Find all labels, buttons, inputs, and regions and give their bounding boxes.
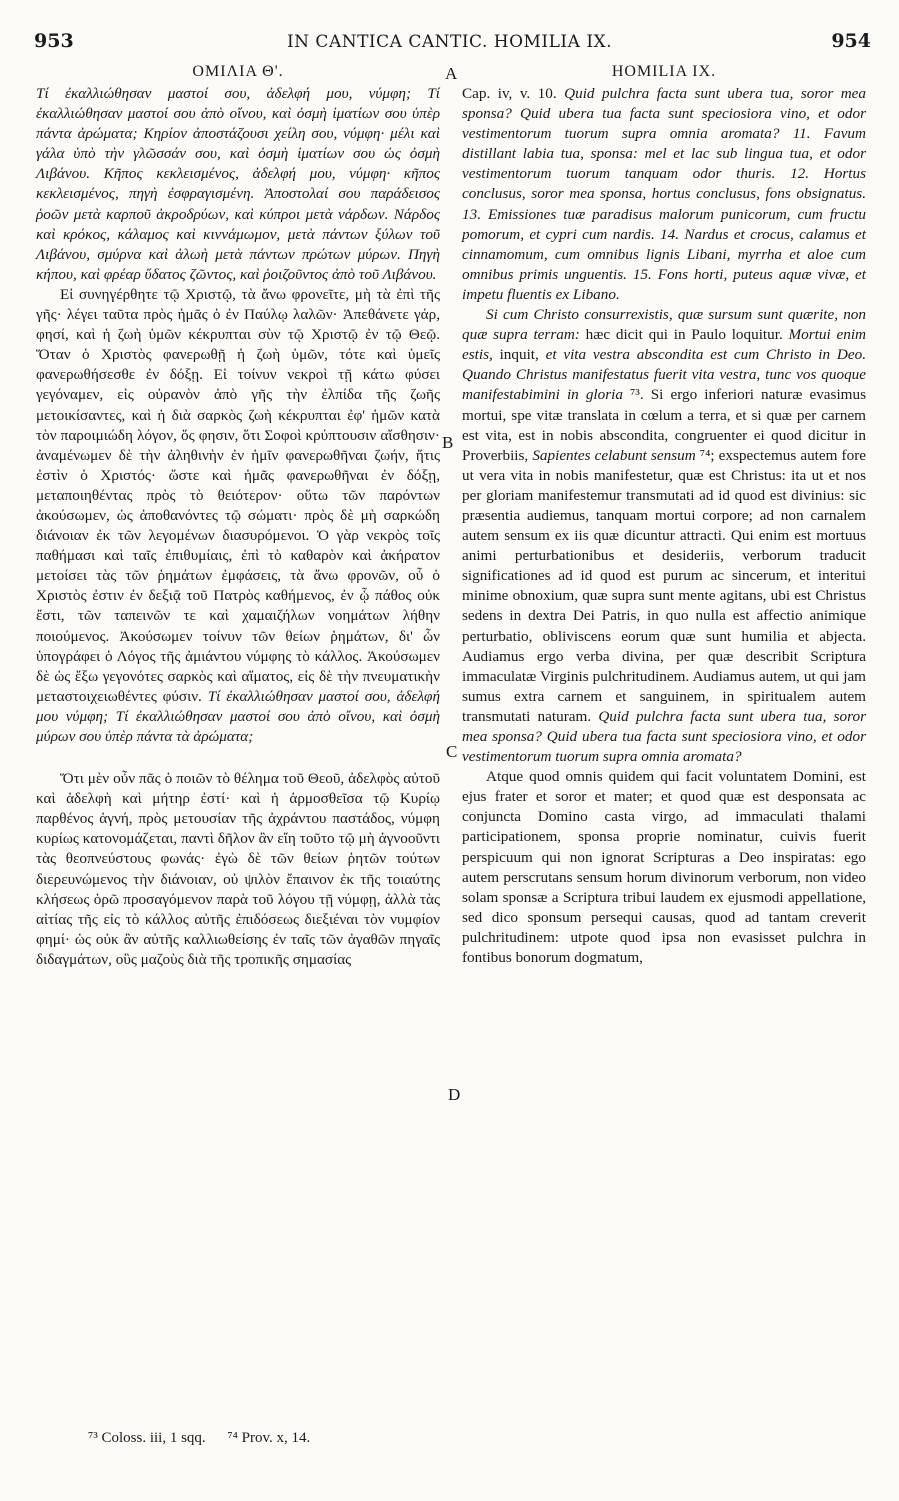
greek-paragraph-1-verse: Τί ἐκαλλιώθησαν μαστοί σου, ἀδελφή μου νύμφη; Τί ἐκαλλιώθησαν μαστοί σου ἀπὸ οἴνου, καὶ ὀσμὴ μύρων σου ὑπὲρ πάντα τὰ ἀρώματα; (36, 687, 440, 745)
page-number-right: 954 (831, 30, 871, 52)
greek-paragraph-2: Ὅτι μὲν οὖν πᾶς ὁ ποιῶν τὸ θέλημα τοῦ Θεοῦ, ἀδελφὸς αὐτοῦ καὶ ἀδελφὴ καὶ μήτηρ ἐστί· καὶ ἡ ἁρμοσθεῖσα τῷ Κυρίῳ παρθένος ἁγνή, πρὸς μετουσίαν τῆς ἀχράντου παστάδος, νύμφη κυρίως κατονομάζεται, παντὶ δῆλον ἂν εἴη τοῦτο τῷ μὴ ἀγνοοῦντι τὰς θεοπνεύστους φωνάς· ἐγὼ δὲ τῶν θείων ῥητῶν τούτων διερευνώμενος τὴν διάνοιαν, οὐ ψιλὸν ἔπαινον ἐκ τῆς τοιαύτης κλήσεως ὁρῶ προσαγόμενον παρὰ τοῦ λόγου τῇ νύμφῃ, ἀλλὰ τὰς αἰτίας τῆς εἰς τὸ κάλλος αὐτῆς ἐπιδόσεως διεξιέναι τὸν νυμφίον φημί· ὡς οὐκ ἂν αὐτῆς καλλιωθείσης ἐν ταῖς τῶν ἀγαθῶν πηγαῖς διδαγμάτων, οὓς μαζοὺς διὰ τῆς τροπικῆς σημασίας (36, 770, 440, 968)
footnotes (88, 1430, 328, 1447)
latin-quote-1: Si cum Christo consurrexistis, quæ sursum sunt quærite, non quæ supra terram: (462, 306, 866, 344)
margin-marker-d: D (448, 1085, 461, 1104)
margin-marker-b: B (442, 433, 454, 452)
latin-paragraph-1-verse: Quid pulchra facta sunt ubera tua, soror mea sponsa? Quid ubera tua facta sunt speciosiora vino, et odor vestimentorum tuorum supra omnia aromata? (462, 707, 866, 766)
latin-quote-3: et vita vestra abscondita est cum Christo in Deo. Quando Christus manifestatus fuerit vita vestra, tunc vos quoque manifestabimini in gloria (462, 346, 866, 404)
latin-paragraph-2: Atque quod omnis quidem qui facit voluntatem Domini, est ejus frater et soror et mater; et quod quæ est desponsata ac conjuncta Domino casta virgo, ad immaculati thalami participationem, sponsa proprie nominatur, cuivis fuerit perspicuum qui non ignorat Scripturas a Deo inspiratas: ego autem perscrutans sensum horum divinorum verborum, non video solam sponsæ a Scriptura tribui laudem ex ejusmodi appellatione, sed dico sponsum persequi causas, quod ad tantam creverit pulchritudinem: utpote quod ipsa non evasisset pulchra in fontibus bonorum dogmatum, (462, 768, 866, 967)
greek-column (36, 62, 440, 970)
latin-text-4: ⁷⁴; exspectemus autem fore ut vera vita in nobis manifestetur, quæ est Christus: ita ut et nos per gloriam manifestemur transmutati ad id quod est divinius: sic præsentia audiemus, tanquam mortui corpore; ad non carnalem autem sensum ex iis quæ dicuntur attracti. Qui enim est mortuus animi perturbationibus et desideriis, verborum traducit significationes ad id quod est purum ac sincerum, et interitui minime obnoxium, quæ supra sunt mente agitans, ubi est Christus sedens in dextra Dei Patris, in quo nulla est affectio animique perturbatio, obliviscens eorum quæ sunt humilia et abjecta. Audiamus ergo verba divina, per quæ describit Scriptura immaculatæ Virginis pulchritudinem. Audiamus autem, ut qui jam sumus extra carnem et sanguinem, in spiritualem autem transmutati naturam. (462, 446, 866, 725)
greek-verse: Τί ἐκαλλιώθησαν μαστοί σου, ἀδελφή μου, νύμφη; Τί ἐκαλλιώθησαν μαστοί σου ἀπὸ οἴνου, καὶ ὀσμὴ ἱματίων σου ὑπὲρ πάντα ἀρώματα; Κηρίον ἀποστάζουσι χείλη σου, νύμφη· μέλι καὶ γάλα ὑπὸ τὴν γλῶσσάν σου, καὶ ὀσμὴ ἱματίων σου ὡς ὀσμὴ Λιβάνου. Κῆπος κεκλεισμένος, ἀδελφή μου, νύμφη· κῆπος κεκλεισμένος, πηγὴ ἐσφραγισμένη. Ἀποστολαί σου παράδεισος ῥοῶν μετὰ καρποῦ ἀκροδρύων, καὶ κύπροι μετὰ νάρδων. Νάρδος καὶ κρόκος, κάλαμος καὶ κιννάμωμον, μετὰ πάντων ξύλων τοῦ Λιβάνου, σμύρνα καὶ ἀλωὴ μετὰ πάντων πρώτων μύρων. Πηγὴ κήπου, καὶ φρέαρ ὕδατος ζῶντος, καὶ ῥοιζοῦντος ἀπὸ τοῦ Λιβάνου. (36, 85, 440, 283)
latin-quote-4: Sapientes celabunt sensum (532, 446, 696, 464)
latin-chapter-ref: Cap. iv, v. 10. (462, 85, 557, 102)
margin-marker-c: C (446, 742, 458, 761)
latin-verse-block (462, 84, 866, 305)
latin-quote-2: Mortui enim estis, (462, 326, 867, 364)
margin-marker-a: A (445, 64, 458, 83)
footnote-73: ⁷³ Coloss. iii, 1 sqq. (88, 1430, 206, 1446)
latin-text-1: hæc dicit qui in Paulo loquitur. (579, 326, 789, 344)
latin-column (462, 62, 866, 968)
running-title: IN CANTICA CANTIC. HOMILIA IX. (286, 32, 613, 52)
latin-homily-title: HOMILIA IX. (611, 63, 717, 80)
greek-paragraph-1 (36, 285, 440, 747)
latin-paragraph-1 (462, 305, 866, 767)
page-number-left: 953 (34, 30, 74, 52)
latin-verse: Quid pulchra facta sunt ubera tua, soror mea sponsa? Quid ubera tua facta sunt speciosiora vino, et odor vestimentorum tuorum supra omnia aromata? 11. Favum distillant labia tua, sponsa: mel et lac sub lingua tua, et odor vestimentorum tuorum tanquam odor thuris. 12. Hortus conclusus, soror mea sponsa, hortus conclusus, fons obsignatus. 13. Emissiones tuæ paradisus malorum punicorum, cum fructu pomorum, et cypri cum nardis. 14. Nardus et crocus, calamus et cinnamomum, cum omnibus lignis Libani, myrrha et aloe cum omnibus primis unguentis. 15. Fons horti, puteus aquæ vivæ, et impetu fluentis ex Libano. (462, 85, 866, 303)
greek-homily-title: ΟΜΙΛΙΑ Θ'. (192, 63, 284, 80)
footnote-74: ⁷⁴ Prov. x, 14. (227, 1430, 311, 1446)
latin-text-3: ⁷³. Si ergo inferiori naturæ evasimus mortui, spe vitæ translata in cœlum a terra, et si quæ per carnem est vita, est in nobis abscondita, congruenter ei quod dicitur in Proverbiis, (462, 386, 866, 464)
latin-text-2: inquit, (492, 346, 546, 364)
greek-paragraph-1-body: Εἰ συνηγέρθητε τῷ Χριστῷ, τὰ ἄνω φρονεῖτε, μὴ τὰ ἐπὶ τῆς γῆς· λέγει ταῦτα πρὸς ἡμᾶς ὁ ἐν Παύλῳ λαλῶν· Ἀπεθάνετε γάρ, φησί, καὶ ἡ ζωὴ ὑμῶν κέκρυπται σὺν τῷ Χριστῷ ἐν τῷ Θεῷ. Ὅταν ὁ Χριστὸς φανερωθῇ ἡ ζωὴ ὑμῶν, τότε καὶ ὑμεῖς φανερωθήσεσθε ἐν δόξῃ. Εἰ τοίνυν νεκροὶ τῇ κάτω φύσει γεγόναμεν, εἰς οὐρανὸν ἀπὸ γῆς τὴν ἐλπίδα τῆς ζωῆς μετοικίσαντες, καὶ ἡ διὰ σαρκὸς ζωὴ κέκρυπται ἐφ' ἡμῶν κατὰ τὸν παροιμιώδη λόγον, ὅς φησιν, ὅτι Σοφοὶ κρύπτουσιν αἴσθησιν· ἀναμένωμεν δὲ τὴν ἀληθινὴν ἐν ἡμῖν φανερωθῆναι ζωήν, ἥτις ἐστὶν ὁ Χριστός· ὥστε καὶ ἡμᾶς φανερωθῆναι ἐν δόξῃ, μεταποιηθέντας πρὸς τὸ θειότερον· οὕτω τῶν παρόντων ἀκούσωμεν, ὡς ἀποθανόντες τῷ σώματι· πρὸς δὲ μὴ σαρκώδη διάνοιαν ἐκ τῶν λεγομένων διασυρόμενοι. Ὁ γὰρ νεκρὸς τοῖς παθήμασι καὶ ταῖς ἐπιθυμίαις, ἐπὶ τὸ καθαρὸν καὶ ἀκήρατον μετοίσει τὰς τῶν ῥημάτων ἐμφάσεις, τὰ ἄνω φρονῶν, οὗ ὁ Χριστὸς ἐστιν ἐν δεξιᾷ τοῦ Πατρὸς καθήμενος, ἐν ᾧ πάθος οὐκ ἔστι, τῶν ταπεινῶν τε καὶ χαμαιζήλων νοημάτων λήθην ποιούμενος. Ἀκούσωμεν τοίνυν τῶν θείων ῥημάτων, δι' ὧν ὑπογράφει ὁ Λόγος τῆς ἀμιάντου νύμφης τὸ κάλλος. Ἀκούσωμεν δὲ ὡς ἔξω γεγονότες σαρκὸς καὶ αἵματος, εἰς δὲ τὴν πνευματικὴν μεταστοιχειωθέντες φύσιν. (36, 285, 440, 705)
page-header (0, 30, 899, 60)
